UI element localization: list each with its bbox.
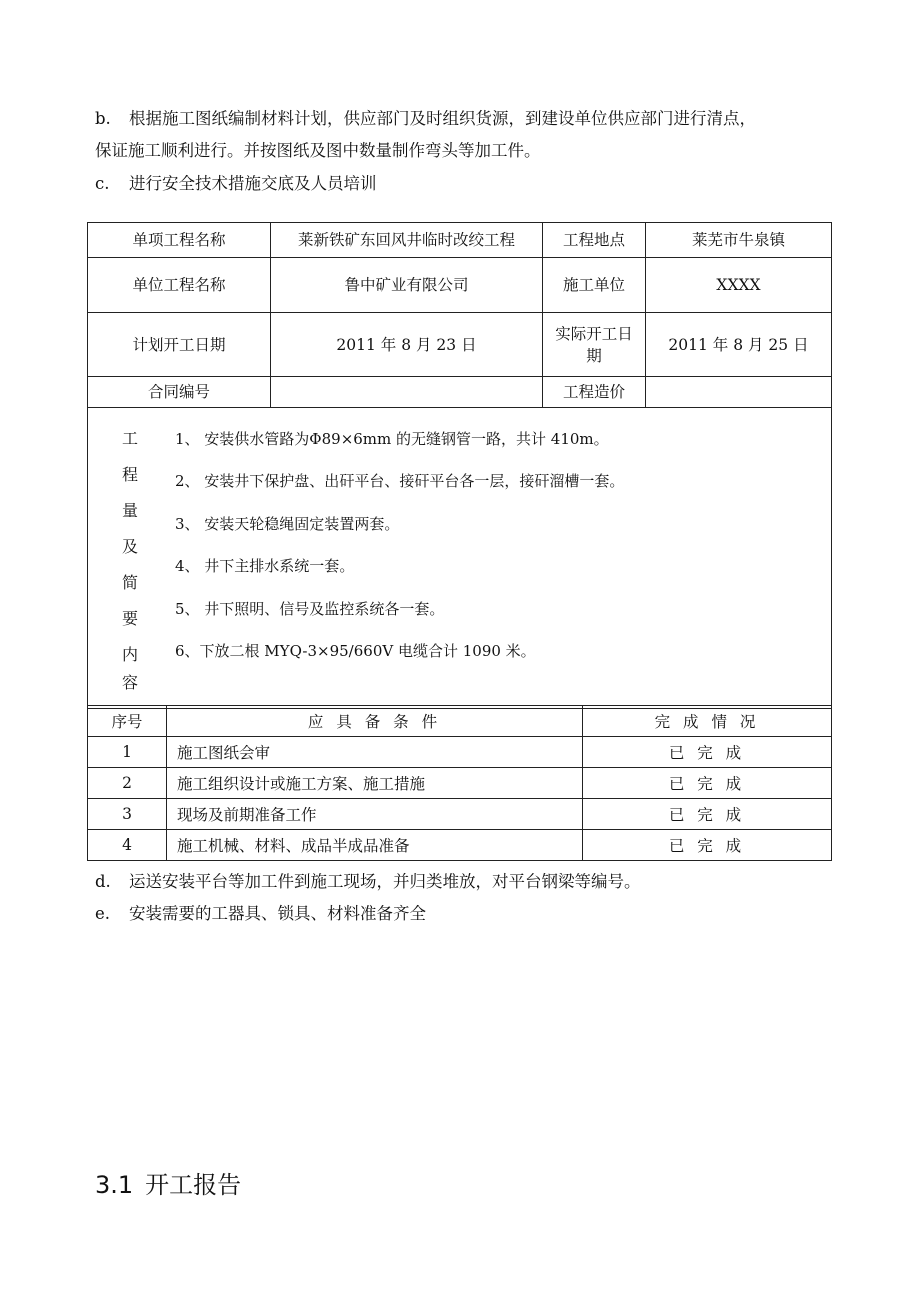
table-row — [88, 258, 832, 313]
list-item: 6、下放二根 MYQ-3×95/660V 电缆合计 1090 米。 — [175, 642, 536, 660]
work-content-label: 工 程 量 及 简 要 内 容 — [121, 429, 138, 692]
header-condition: 应 具 备 条 件 — [167, 706, 583, 737]
label-cell: 实际开工日 期 — [543, 313, 646, 377]
paragraph-e-label: e. — [95, 904, 111, 923]
table-row — [88, 377, 832, 408]
work-content-cell — [88, 408, 832, 709]
paragraph-b-label: b. — [95, 109, 111, 128]
paragraph-e-text: 安装需要的工器具、锁具、材料准备齐全 — [129, 904, 426, 923]
value-cell: 莱新铁矿东回风井临时改绞工程 — [271, 223, 543, 258]
list-item: 3、 安装天轮稳绳固定装置两套。 — [175, 515, 400, 533]
list-item: 4、 井下主排水系统一套。 — [175, 557, 355, 575]
label-cell: 工程地点 — [543, 223, 646, 258]
label-cell: 计划开工日期 — [88, 313, 271, 377]
row-condition: 施工图纸会审 — [167, 737, 583, 768]
row-status: 已 完 成 — [583, 799, 832, 830]
value-cell — [271, 377, 543, 408]
list-item: 2、 安装井下保护盘、出矸平台、接矸平台各一层，接矸溜槽一套。 — [175, 472, 625, 490]
list-item: 1、 安装供水管路为Φ89×6mm 的无缝钢管一路，共计 410m。 — [175, 430, 609, 448]
label-cell: 单位工程名称 — [88, 258, 271, 313]
paragraph-b-line1: b. 根据施工图纸编制材料计划，供应部门及时组织货源，到建设单位供应部门进行清点， — [95, 103, 835, 135]
row-condition: 施工机械、材料、成品半成品准备 — [167, 830, 583, 861]
table-row — [88, 737, 832, 768]
paragraph-c — [95, 168, 835, 200]
row-condition: 现场及前期准备工作 — [167, 799, 583, 830]
label-cell: 施工单位 — [543, 258, 646, 313]
table-header-row — [88, 706, 832, 737]
paragraph-b — [95, 103, 835, 167]
paragraph-b-line2: 保证施工顺利进行。并按图纸及图中数量制作弯头等加工件。 — [95, 141, 541, 160]
table-row — [88, 408, 832, 709]
row-condition: 施工组织设计或施工方案、施工措施 — [167, 768, 583, 799]
label-cell: 合同编号 — [88, 377, 271, 408]
value-cell: 鲁中矿业有限公司 — [271, 258, 543, 313]
table-row — [88, 830, 832, 861]
project-info-table — [87, 222, 832, 709]
value-cell: 2011 年 8 月 25 日 — [646, 313, 832, 377]
paragraph-e — [95, 898, 835, 930]
paragraph-c-text: 进行安全技术措施交底及人员培训 — [129, 174, 377, 193]
paragraph-d-text: 运送安装平台等加工件到施工现场，并归类堆放，对平台钢梁等编号。 — [129, 872, 641, 891]
paragraph-d — [95, 866, 835, 898]
paragraph-d-label: d. — [95, 872, 111, 891]
table-row — [88, 799, 832, 830]
value-cell: XXXX — [646, 258, 832, 313]
header-no: 序号 — [88, 706, 167, 737]
value-cell: 2011 年 8 月 23 日 — [271, 313, 543, 377]
row-no: 4 — [88, 830, 167, 861]
header-status: 完 成 情 况 — [583, 706, 832, 737]
table-row — [88, 768, 832, 799]
section-heading — [95, 1165, 241, 1200]
value-cell — [646, 377, 832, 408]
value-cell: 莱芜市牛泉镇 — [646, 223, 832, 258]
row-no: 3 — [88, 799, 167, 830]
paragraph-c-label: c. — [95, 174, 110, 193]
table-row — [88, 313, 832, 377]
row-no: 2 — [88, 768, 167, 799]
row-status: 已 完 成 — [583, 737, 832, 768]
table-row — [88, 223, 832, 258]
label-cell: 工程造价 — [543, 377, 646, 408]
section-title: 开工报告 — [145, 1171, 242, 1199]
row-status: 已 完 成 — [583, 768, 832, 799]
label-cell: 单项工程名称 — [88, 223, 271, 258]
list-item: 5、 井下照明、信号及监控系统各一套。 — [175, 600, 445, 618]
row-no: 1 — [88, 737, 167, 768]
section-number: 3.1 — [95, 1171, 134, 1199]
row-status: 已 完 成 — [583, 830, 832, 861]
conditions-table — [87, 705, 832, 861]
